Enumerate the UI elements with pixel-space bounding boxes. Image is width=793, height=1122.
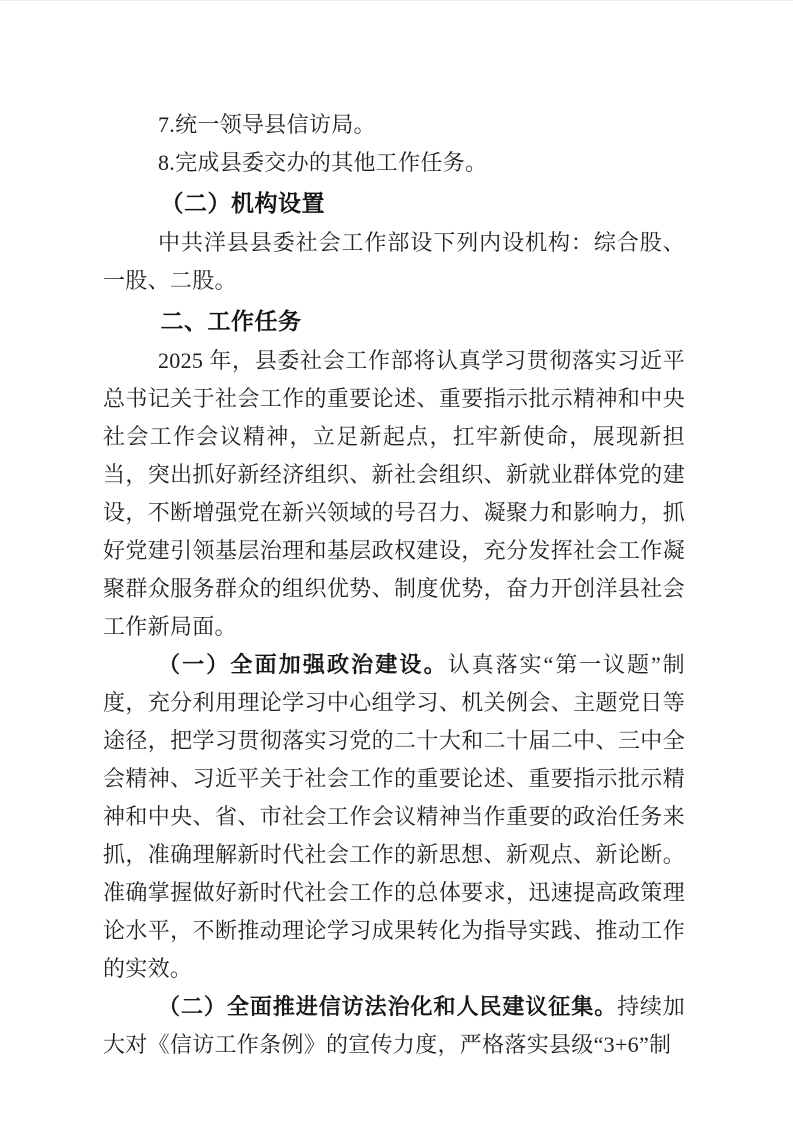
paragraph: 2025 年，县委社会工作部将认真学习贯彻落实习近平总书记关于社会工作的重要论述、重要指示批示精神和中央社会工作会议精神，立足新起点，扛牢新使命，展现新担当，突出抓好新经济组织、新社会组织、新就业群体党的建设，不断增强党在新兴领域的号召力、凝聚力和影响力，抓好党建引领基层治理和基层政权建设，充分发挥社会工作凝聚群众服务群众的组织优势、制度优势，奋力开创洋县社会工作新局面。 (103, 348, 685, 639)
paragraph: （一）全面加强政治建设。认真落实“第一议题”制度，充分利用理论学习中心组学习、机关例会、主题党日等途径，把学习贯彻落实习党的二十大和二十届二中、三中全会精神、习近平关于社会工作的重要论述、重要指示批示精神和中央、省、市社会工作会议精神当作重要的政治任务来抓，准确理解新时代社会工作的新思想、新观点、新论断。准确掌握做好新时代社会工作的总体要求，迅速提高政策理论水平，不断推动理论学习成果转化为指导实践、推动工作的实效。 (103, 652, 685, 981)
paragraph: 中共洋县县委社会工作部设下列内设机构：综合股、一股、二股。 (103, 230, 685, 293)
paragraph: （二）全面推进信访法治化和人民建议征集。持续加大对《信访工作条例》的宣传力度，严格落实县级“3+6”制 (103, 994, 685, 1057)
paragraph-lead: （一）全面加强政治建设。 (158, 652, 448, 677)
paragraph: 8.完成县委交办的其他工作任务。 (158, 150, 488, 175)
document-body (103, 106, 685, 1064)
section-heading: 二、工作任务 (160, 308, 302, 334)
paragraph-lead: （二）全面推进信访法治化和人民建议征集。 (158, 994, 618, 1019)
section-heading: （二）机构设置 (160, 190, 325, 216)
paragraph: 7.统一领导县信访局。 (158, 112, 376, 137)
